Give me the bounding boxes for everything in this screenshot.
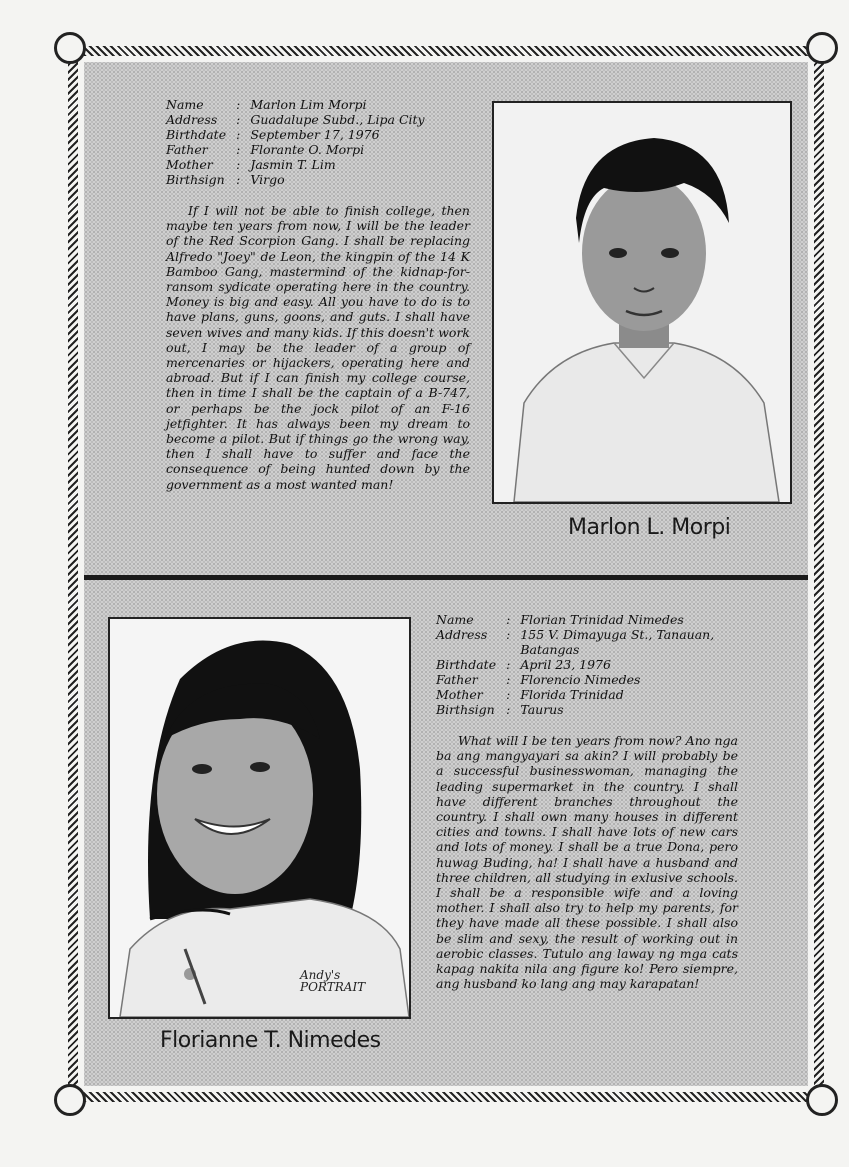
rope-knot-icon (806, 32, 838, 64)
rope-border-bottom (70, 1092, 822, 1102)
entry-2-portrait-photo (108, 617, 411, 1019)
info-row: Father : Florante O. Morpi (166, 142, 365, 157)
entry-2-essay: What will I be ten years from now? Ano nga ba ang mangyayari sa akin? I will probably be a successful businesswoman, managing the leading supermarket in the country. I shall have different branches throughout the country. I shall own many houses in different cities and towns. I shall have lots of new cars and lots of money. I shall be a true Dona, pero huwag Buding, ha! I shall have a husband and three children, all studying in exlusive schools. I shall be a responsible wife and a loving mother. I shall also try to help my parents, for they have made all these possible. I shall also be slim and sexy, the result of working out in aerobic classes. Tutulo ang laway ng mga cats kapag nakita nila ang figure ko! Pero siempre, ang husband ko lang ang may karapatan! (436, 733, 738, 992)
info-row: Address : 155 V. Dimayuga St., Tanauan, Batangas (436, 627, 715, 657)
rope-knot-icon (806, 1084, 838, 1116)
entry-1-essay: If I will not be able to finish college, then maybe ten years from now, I will be the leader of the Red Scorpion Gang. I shall be replacing Alfredo "Joey" de Leon, the kingpin of the 14 K Bamboo Gang, mastermind of the kidnap-for-ransom sydicate operating here in the country. Money is big and easy. All you have to do is to have plans, guns, goons, and guts. I shall have seven wives and many kids. If this doesn't work out, I may be the leader of a group of mercenaries or hijackers, operating here and abroad. But if I can finish my college course, then in time I shall be the captain of a B-747, or perhaps be the jock pilot of an F-16 jetfighter. It has always been my dream to become a pilot. But if things go the wrong way, then I shall have to suffer and face the consequence of being hunted down by the government as a most wanted man! (166, 203, 470, 492)
rope-border-top (70, 46, 822, 56)
info-row: Mother : Jasmin T. Lim (166, 157, 336, 172)
info-row: Father : Florencio Nimedes (436, 672, 641, 687)
info-row: Birthsign : Taurus (436, 702, 564, 717)
info-row: Mother : Florida Trinidad (436, 687, 624, 702)
info-row: Birthsign : Virgo (166, 172, 285, 187)
rope-knot-icon (54, 32, 86, 64)
entry-2-info-table (436, 612, 738, 717)
rope-border-left (68, 50, 78, 1098)
info-row: Name : Marlon Lim Morpi (166, 97, 367, 112)
entry-1-signature: Marlon L. Morpi (568, 515, 731, 540)
section-divider (84, 575, 808, 580)
studio-watermark: Andy's PORTRAIT (300, 968, 366, 994)
rope-knot-icon (54, 1084, 86, 1116)
entry-2-signature: Florianne T. Nimedes (160, 1028, 381, 1053)
info-row: Name : Florian Trinidad Nimedes (436, 612, 684, 627)
info-row: Address : Guadalupe Subd., Lipa City (166, 112, 425, 127)
info-row: Birthdate : April 23, 1976 (436, 657, 611, 672)
entry-1-text (166, 97, 470, 492)
female-portrait-icon (110, 619, 409, 1017)
rope-border-right (814, 50, 824, 1098)
info-row: Birthdate : September 17, 1976 (166, 127, 380, 142)
entry-1-info-table (166, 97, 425, 187)
entry-1-portrait-photo (492, 101, 792, 504)
entry-2-text (436, 612, 738, 991)
male-portrait-icon (494, 103, 790, 502)
